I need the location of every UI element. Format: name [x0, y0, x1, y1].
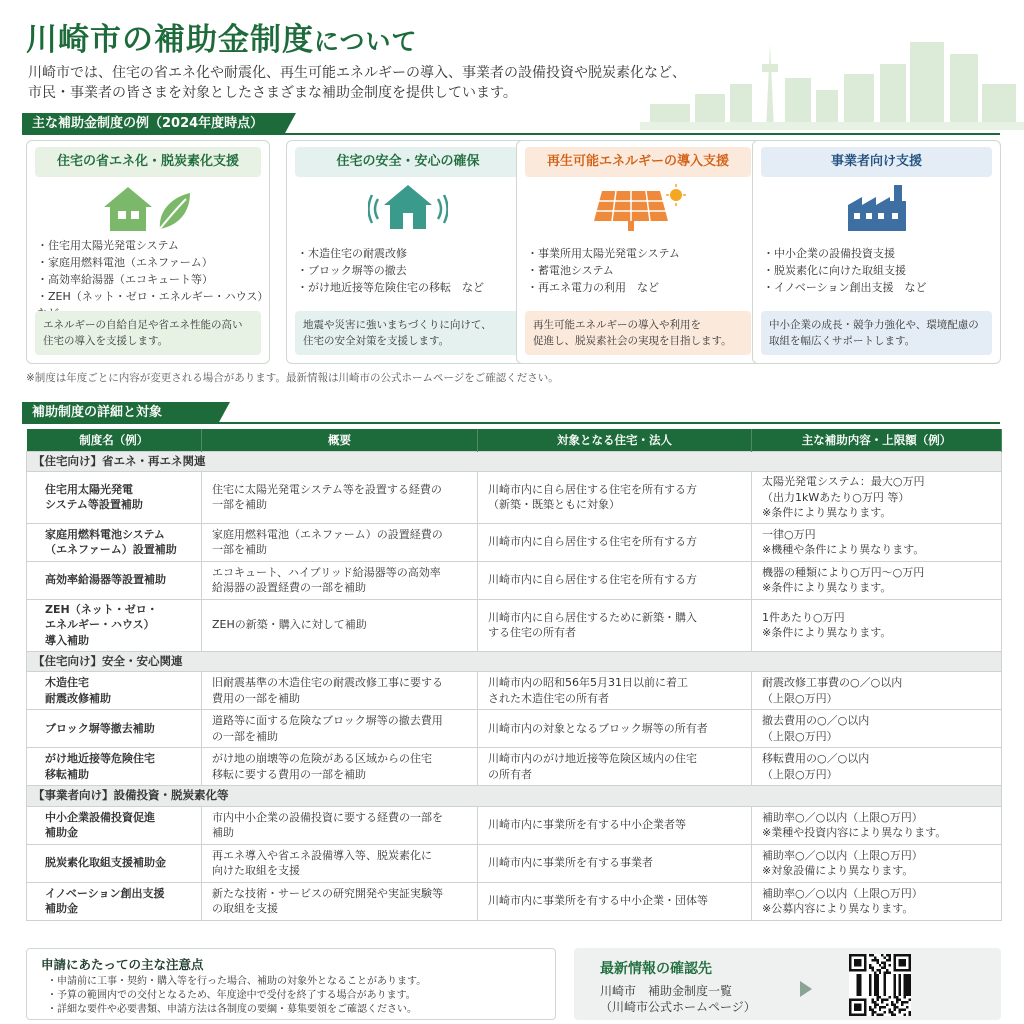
list-item: ・ 蓄電池システム: [527, 262, 753, 279]
info-box: [574, 948, 1001, 1020]
cell-line: 木造住宅: [45, 676, 89, 689]
table-header-row: [27, 429, 1002, 451]
notes-title: 申請にあたっての主な注意点: [41, 957, 204, 972]
cell-line: 川崎市内に自ら居住する住宅を所有する方: [488, 482, 697, 496]
column-header: 主な補助内容・上限額（例）: [752, 429, 1002, 451]
category-row: [27, 451, 1002, 472]
cell-line: （上限○万円）: [762, 729, 838, 743]
house-leaf-icon: [98, 183, 198, 233]
cell-summary: [202, 599, 478, 651]
cell-line: 1件あたり○万円: [762, 610, 845, 624]
cell-line: （エネファーム）設置補助: [45, 543, 177, 556]
table-row: [27, 748, 1002, 786]
cell-line: 川崎市内の昭和56年5月31日以前に着工: [488, 676, 688, 689]
info-title: 最新情報の確認先: [600, 961, 712, 977]
cell-name: [27, 748, 202, 786]
card-title: 事業者向け支援: [761, 147, 992, 177]
cell-name: [27, 710, 202, 748]
cell-line: ※条件により異なります。: [762, 581, 892, 594]
cell-target: [478, 472, 752, 524]
cell-support: [752, 472, 1002, 524]
house-shake-icon: [368, 183, 448, 233]
cell-summary: [202, 672, 478, 710]
cell-line: 一部を補助: [212, 543, 267, 556]
cell-line: ブロック塀等撤去補助: [45, 721, 155, 735]
cell-support: [752, 882, 1002, 920]
qr-code-icon[interactable]: [849, 954, 911, 1016]
cell-line: がけ地近接等危険住宅: [45, 752, 155, 765]
cell-line: エコキュート、ハイブリッド給湯器等の高効率: [212, 565, 441, 579]
cell-support: [752, 806, 1002, 844]
card-title: 住宅の省エネ化・脱炭素化支援: [35, 147, 261, 177]
list-item: ・ 住宅用太陽光発電システム: [37, 237, 263, 254]
table-row: [27, 672, 1002, 710]
card-item-list: [527, 245, 753, 296]
cell-line: がけ地の崩壊等の危険がある区域からの住宅: [212, 752, 432, 765]
cell-line: 川崎市内に事業所を有する中小企業者等: [488, 818, 686, 832]
cell-line: 移転費用の○／○以内: [762, 752, 870, 765]
card-safety: [286, 140, 530, 364]
table-row: [27, 561, 1002, 599]
category-row: [27, 651, 1002, 672]
cell-line: 住宅用太陽光発電: [45, 482, 133, 496]
cell-line: 再エネ導入や省エネ設備導入等、脱炭素化に: [212, 848, 432, 862]
cell-summary: [202, 710, 478, 748]
list-item: ・ 再エネ電力の利用 など: [527, 279, 753, 296]
cell-line: イノベーション創出支援: [45, 886, 165, 900]
section-divider: [22, 133, 1000, 135]
card-title: 再生可能エネルギーの導入支援: [525, 147, 751, 177]
page-title: [26, 14, 418, 59]
cell-line: 補助金: [45, 902, 78, 915]
table-row: [27, 472, 1002, 524]
cell-line: 一律○万円: [762, 527, 816, 541]
cell-line: 旧耐震基準の木造住宅の耐震改修工事に要する: [212, 676, 443, 689]
cell-line: （出力1kWあたり○万円 等）: [762, 490, 910, 504]
cell-support: [752, 672, 1002, 710]
cell-line: 家庭用燃料電池システム: [45, 527, 165, 541]
cell-line: ※条件により異なります。: [762, 506, 892, 519]
cell-line: ※条件により異なります。: [762, 626, 892, 639]
list-item: ・ 中小企業の設備投資支援: [763, 245, 994, 262]
cell-name: [27, 599, 202, 651]
cell-target: [478, 710, 752, 748]
cell-line: 補助率○／○以内（上限○万円）: [762, 848, 923, 862]
cell-line: 川崎市内に自ら居住する住宅を所有する方: [488, 535, 697, 549]
cell-line: 川崎市内に事業所を有する事業者: [488, 856, 653, 870]
notes-box: [26, 948, 556, 1020]
cell-name: [27, 806, 202, 844]
cell-name: [27, 672, 202, 710]
factory-icon: [842, 183, 912, 233]
section-heading-examples: [22, 113, 284, 135]
table-row: [27, 710, 1002, 748]
cell-line: の一部を補助: [212, 729, 278, 743]
cell-line: 機器の種類により○万円〜○万円: [762, 565, 925, 579]
cell-name: [27, 561, 202, 599]
cell-target: [478, 882, 752, 920]
arrow-right-icon: [800, 981, 812, 997]
cell-line: 耐震改修工事費の○／○以内: [762, 676, 903, 689]
cell-support: [752, 561, 1002, 599]
page-title-main: 川崎市の補助金制度: [26, 22, 314, 58]
cell-summary: [202, 561, 478, 599]
card-note-line: 住宅の導入を支援します。: [43, 335, 169, 347]
cell-line: 高効率給湯器等設置補助: [45, 573, 166, 587]
cell-name: [27, 882, 202, 920]
table-body: [27, 451, 1002, 920]
cell-line: 撤去費用の○／○以内: [762, 714, 870, 727]
list-item: ・ 家庭用燃料電池（エネファーム）: [37, 254, 263, 271]
card-renewable: [516, 140, 760, 364]
cell-line: 川崎市内に事業所を有する中小企業・団体等: [488, 894, 708, 908]
cell-line: 移転に要する費用の一部を補助: [212, 767, 366, 781]
cell-line: 太陽光発電システム：最大○万円: [762, 475, 925, 488]
cell-target: [478, 561, 752, 599]
list-item: ・ がけ地近接等危険住宅の移転 など: [297, 279, 523, 296]
card-energy-saving: [26, 140, 270, 364]
section-heading-details: [22, 402, 218, 424]
city-skyline-illustration: [640, 34, 1024, 130]
cell-line: 移転補助: [45, 767, 89, 781]
info-link-text[interactable]: 川崎市 補助金制度一覧: [600, 984, 733, 998]
table-row: [27, 882, 1002, 920]
cell-line: ※公募内容により異なります。: [762, 902, 914, 915]
cell-line: ZEH（ネット・ゼロ・: [45, 602, 158, 616]
solar-panel-icon: [588, 183, 688, 233]
cell-line: された木造住宅の所有者: [488, 691, 609, 705]
cell-line: の所有者: [488, 767, 532, 781]
card-note-line: 再生可能エネルギーの導入や利用を: [533, 319, 701, 331]
cell-line: ※機種や条件により異なります。: [762, 543, 925, 556]
cell-support: [752, 844, 1002, 882]
list-item: ・ 予算の範囲内での交付となるため、年度途中で受付を終了する場合があります。: [47, 989, 426, 1003]
category-label: 【住宅向け】安全・安心関連: [27, 651, 1002, 672]
list-item: ・ ZEH（ネット・ゼロ・エネルギー・ハウス）: [37, 288, 263, 322]
card-note: [761, 311, 992, 355]
cell-name: [27, 844, 202, 882]
list-item: ・ 高効率給湯器（エコキュート等）: [37, 271, 263, 288]
intro-line: 市民・事業者の皆さまを対象としたさまざまな補助金制度を提供しています。: [28, 85, 517, 101]
cell-line: 向けた取組を支援: [212, 864, 300, 877]
list-item: ・ 脱炭素化に向けた取組支援: [763, 262, 994, 279]
list-item: ・ ブロック塀等の撤去: [297, 262, 523, 279]
table-row: [27, 806, 1002, 844]
cell-line: 新たな技術・サービスの研究開発や実証実験等: [212, 886, 443, 900]
category-label: 【住宅向け】省エネ・再エネ関連: [27, 451, 1002, 472]
cell-summary: [202, 472, 478, 524]
cell-line: ZEHの新築・購入に対して補助: [212, 618, 367, 632]
cell-line: の取組を支援: [212, 902, 278, 915]
cell-target: [478, 748, 752, 786]
cell-line: 市内中小企業の設備投資に要する経費の一部を: [212, 810, 443, 824]
cell-summary: [202, 882, 478, 920]
card-item-list: [37, 237, 263, 322]
cell-line: （上限○万円）: [762, 767, 838, 781]
cell-line: エネルギー・ハウス）: [45, 618, 155, 632]
cell-line: 耐震改修補助: [45, 691, 111, 705]
cell-line: 補助率○／○以内（上限○万円）: [762, 886, 923, 900]
cell-line: 中小企業設備投資促進: [45, 810, 155, 824]
cell-support: [752, 523, 1002, 561]
cell-line: 補助率○／○以内（上限○万円）: [762, 810, 923, 824]
list-item: ・ 木造住宅の耐震改修: [297, 245, 523, 262]
cell-name: [27, 472, 202, 524]
footnote: ※制度は年度ごとに内容が変更される場合があります。最新情報は川崎市の公式ホームページをご確認ください。: [26, 372, 559, 384]
card-note: [35, 311, 261, 355]
cell-line: 川崎市内の対象となるブロック塀等の所有者: [488, 721, 708, 735]
intro-line: 川崎市では、住宅の省エネ化や耐震化、再生可能エネルギーの導入、事業者の設備投資や脱炭素化など、: [28, 65, 686, 81]
card-note-line: 取組を幅広くサポートします。: [769, 335, 916, 347]
cell-line: 家庭用燃料電池（エネファーム）の設置経費の: [212, 527, 443, 541]
cell-line: システム等設置補助: [45, 498, 143, 512]
section-divider: [22, 422, 1000, 424]
card-note-line: エネルギーの自給自足や省エネ性能の高い: [43, 319, 243, 331]
category-row: [27, 786, 1002, 807]
cell-support: [752, 710, 1002, 748]
card-item-list: [763, 245, 994, 296]
subsidy-details-table: [26, 429, 1002, 921]
column-header: 制度名（例）: [27, 429, 202, 451]
cell-line: （上限○万円）: [762, 691, 838, 705]
column-header: 概要: [202, 429, 478, 451]
cell-line: 川崎市内のがけ地近接等危険区域内の住宅: [488, 752, 697, 765]
cell-line: 補助: [212, 826, 234, 839]
cell-line: 給湯器の設置経費の一部を補助: [212, 581, 366, 594]
cell-name: [27, 523, 202, 561]
cell-target: [478, 523, 752, 561]
card-note-line: 住宅の安全対策を支援します。: [303, 335, 450, 347]
cell-target: [478, 599, 752, 651]
cell-line: （新築・既築ともに対象）: [488, 498, 620, 512]
cell-summary: [202, 523, 478, 561]
card-note-line: 中小企業の成長・競争力強化や、環境配慮の: [769, 319, 979, 331]
cell-line: ※対象設備により異なります。: [762, 864, 914, 877]
cell-line: 導入補助: [45, 633, 89, 647]
card-business: [752, 140, 1001, 364]
category-label: 【事業者向け】設備投資・脱炭素化等: [27, 786, 1002, 807]
support-cards: [26, 140, 1001, 364]
cell-summary: [202, 748, 478, 786]
cell-target: [478, 672, 752, 710]
info-link-subtext: （川崎市公式ホームページ）: [600, 1000, 756, 1014]
cell-line: ※業種や投資内容により異なります。: [762, 826, 947, 839]
page-title-suffix: について: [314, 27, 418, 56]
cell-support: [752, 599, 1002, 651]
card-note: [525, 311, 751, 355]
cell-line: 費用の一部を補助: [212, 691, 300, 705]
section-heading-text: 補助制度の詳細と対象: [32, 405, 163, 420]
card-note-line: 促進し、脱炭素社会の実現を目指します。: [533, 335, 732, 347]
cell-line: 住宅に太陽光発電システム等を設置する経費の: [212, 482, 442, 496]
cell-line: 補助金: [45, 826, 78, 839]
card-note-line: 地震や災害に強いまちづくりに向けて、: [303, 319, 492, 331]
section-heading-text: 主な補助金制度の例（2024年度時点）: [32, 116, 264, 131]
cell-line: 脱炭素化取組支援補助金: [45, 856, 166, 870]
list-item: ・ 事業所用太陽光発電システム: [527, 245, 753, 262]
card-title: 住宅の安全・安心の確保: [295, 147, 521, 177]
table-row: [27, 844, 1002, 882]
list-item: ・ イノベーション創出支援 など: [763, 279, 994, 296]
cell-line: 川崎市内に自ら居住する住宅を所有する方: [488, 573, 697, 587]
cell-summary: [202, 844, 478, 882]
cell-line: 一部を補助: [212, 498, 267, 512]
card-note: [295, 311, 521, 355]
cell-line: する住宅の所有者: [488, 626, 576, 639]
cell-summary: [202, 806, 478, 844]
cell-support: [752, 748, 1002, 786]
cell-line: 川崎市内に自ら居住するために新築・購入: [488, 610, 697, 624]
list-item: ・ 詳細な要件や必要書類、申請方法は各制度の要綱・募集要領をご確認ください。: [47, 1003, 426, 1017]
table-row: [27, 523, 1002, 561]
notes-list: [47, 975, 426, 1017]
column-header: 対象となる住宅・法人: [478, 429, 752, 451]
table-row: [27, 599, 1002, 651]
list-item: ・ 申請前に工事・契約・購入等を行った場合、補助の対象外となることがあります。: [47, 975, 426, 989]
cell-target: [478, 806, 752, 844]
cell-line: 道路等に面する危険なブロック塀等の撤去費用: [212, 714, 443, 727]
cell-target: [478, 844, 752, 882]
card-item-list: [297, 245, 523, 296]
